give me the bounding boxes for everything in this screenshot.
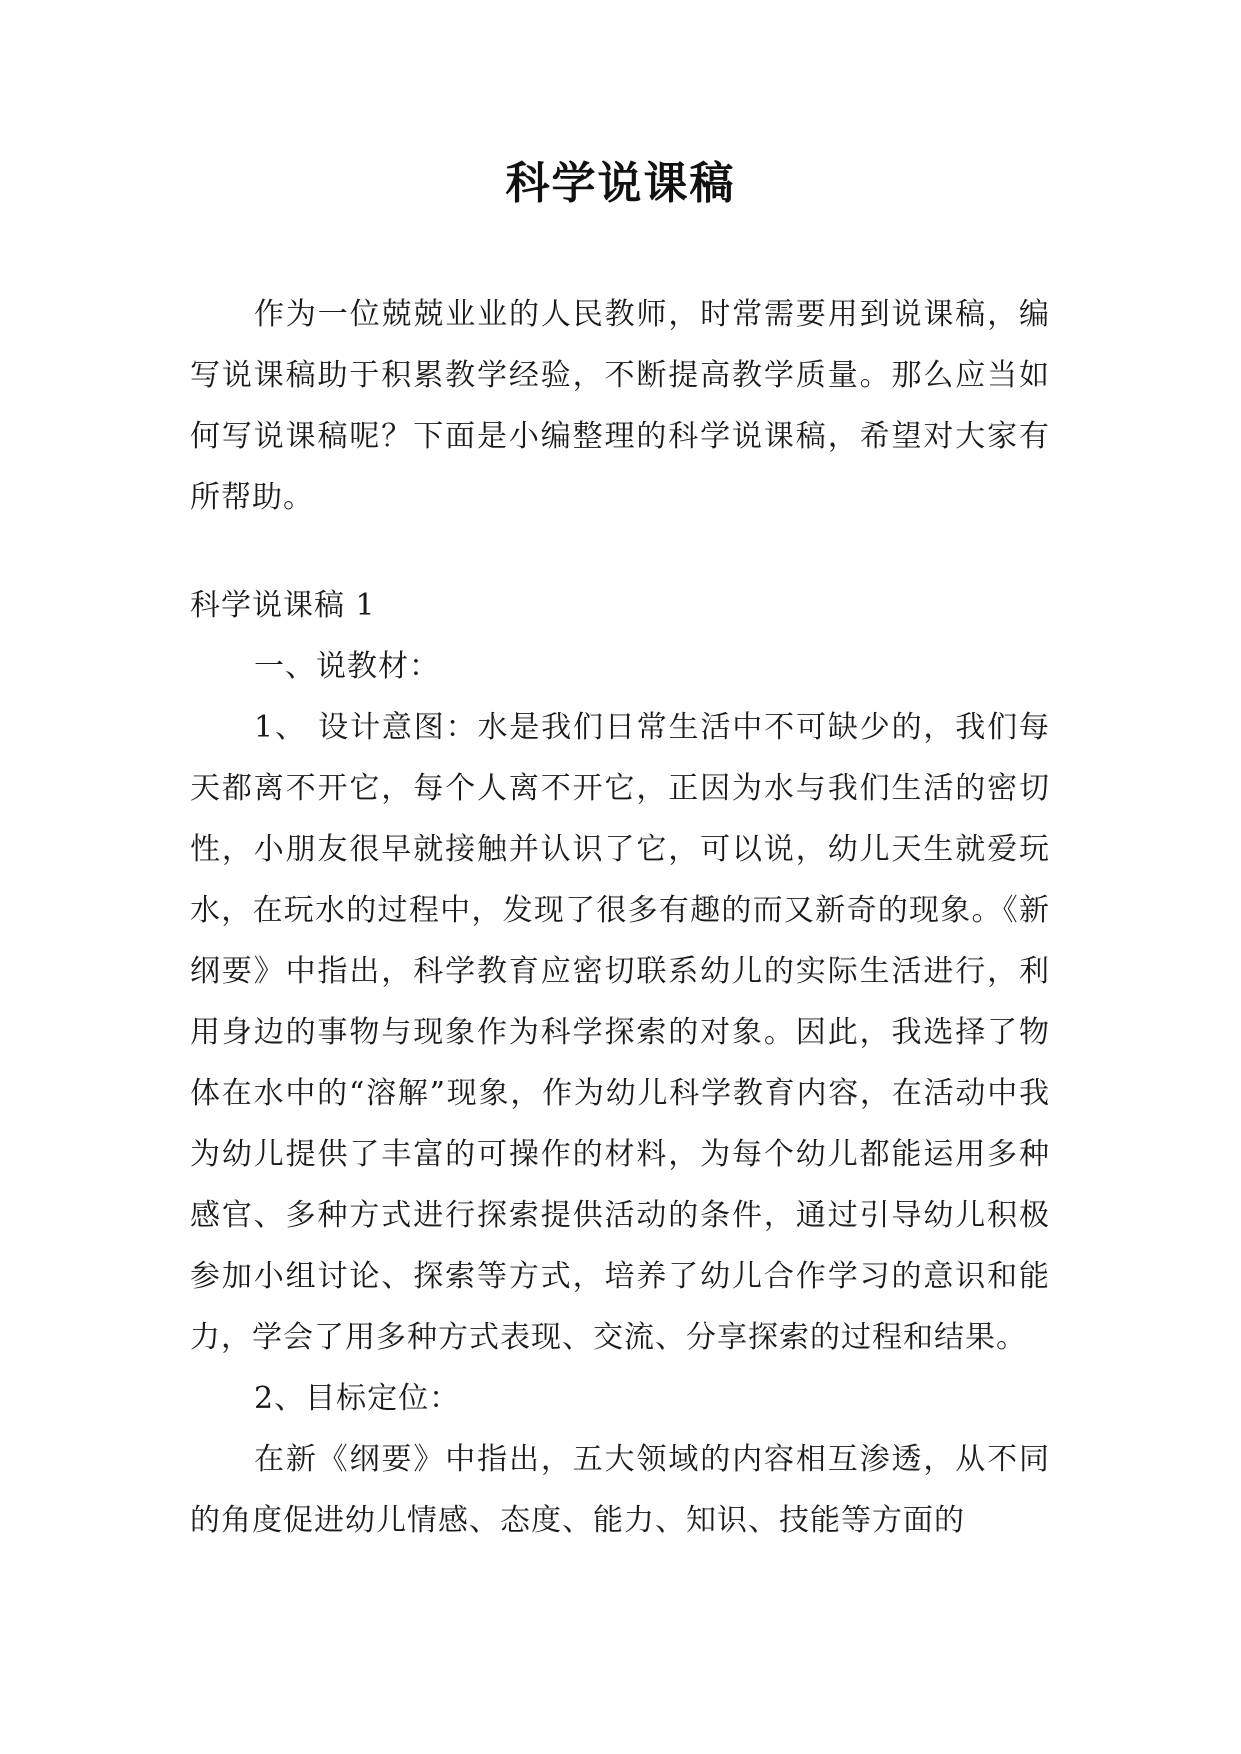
paragraph-goal: 在新《纲要》中指出，五大领域的内容相互渗透，从不同的角度促进幼儿情感、态度、能力、知识、技能等方面的 bbox=[190, 1442, 1050, 1538]
section-heading: 科学说课稿 1 bbox=[190, 588, 376, 623]
intro-block bbox=[190, 284, 1050, 528]
content-block bbox=[190, 575, 1050, 1551]
paragraph-heading-2: 2、目标定位： bbox=[254, 1381, 461, 1416]
document-title: 科学说课稿 bbox=[505, 158, 736, 209]
intro-paragraph: 作为一位兢兢业业的人民教师，时常需要用到说课稿，编写说课稿助于积累教学经验，不断提高教学质量。那么应当如何写说课稿呢？下面是小编整理的科学说课稿，希望对大家有所帮助。 bbox=[190, 297, 1050, 515]
paragraph-heading-1: 一、说教材： bbox=[254, 649, 440, 684]
paragraph-design-intent: 1、 设计意图：水是我们日常生活中不可缺少的，我们每天都离不开它，每个人离不开它，正因为水与我们生活的密切性，小朋友很早就接触并认识了它，可以说，幼儿天生就爱玩水，在玩水的过程中，发现了很多有趣的而又新奇的现象。《新纲要》中指出，科学教育应密切联系幼儿的实际生活进行，利用身边的事物与现象作为科学探索的对象。因此，我选择了物体在水中的“溶解”现象，作为幼儿科学教育内容，在活动中我为幼儿提供了丰富的可操作的材料，为每个幼儿都能运用多种感官、多种方式进行探索提供活动的条件，通过引导幼儿积极参加小组讨论、探索等方式，培养了幼儿合作学习的意识和能力，学会了用多种方式表现、交流、分享探索的过程和结果。 bbox=[190, 710, 1050, 1355]
